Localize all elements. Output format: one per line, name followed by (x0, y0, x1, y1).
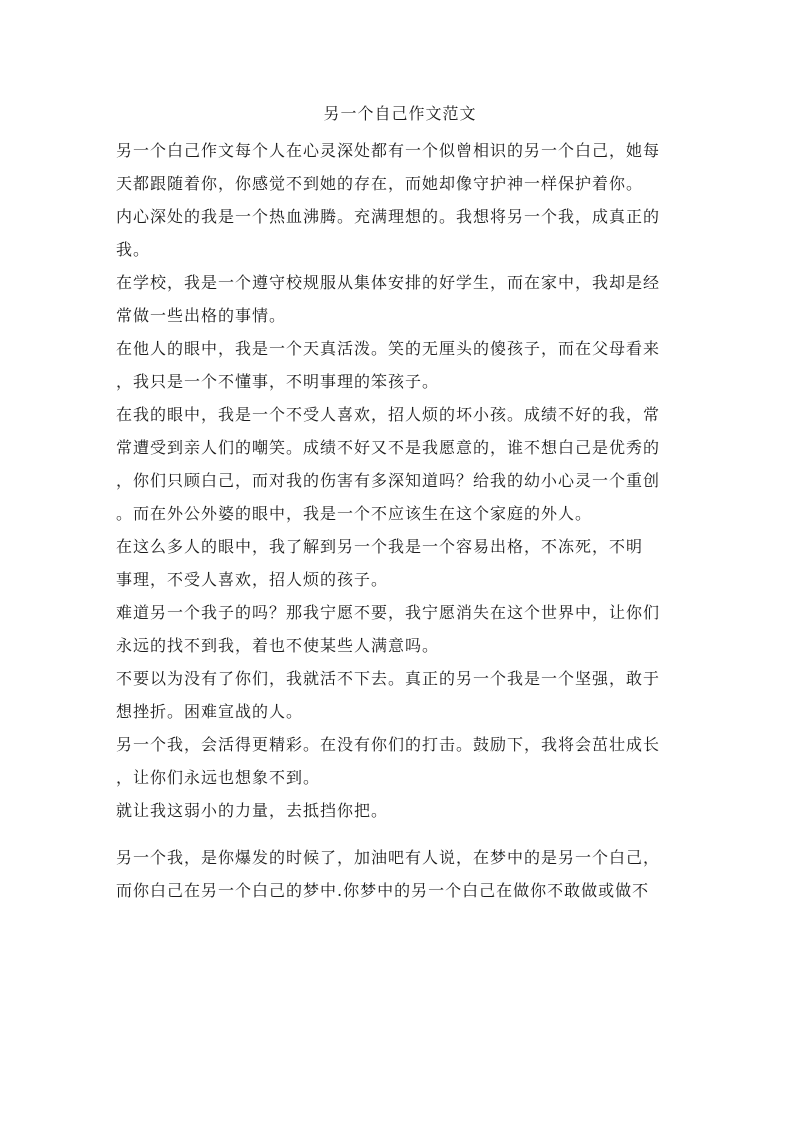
paragraph-line: 另一个白己作文每个人在心灵深处都有一个似曾相识的另一个白己，她每 (116, 141, 661, 160)
document-title: 另一个自己作文范文 (323, 104, 477, 123)
paragraph (116, 602, 684, 668)
paragraph (116, 404, 684, 536)
paragraph-line: 天都跟随着你，你感觉不到她的存在，而她却像守护神一样保护着你。 (116, 174, 644, 193)
paragraph-line: ，让你们永远也想象不到。 (116, 768, 321, 787)
paragraph (116, 847, 684, 913)
paragraph (116, 800, 684, 833)
paragraph-line: 永远的找不到我，着也不使某些人满意吗。 (116, 636, 440, 655)
paragraph-line: 常做一些出格的事情。 (116, 306, 287, 325)
paragraph-line: ，你们只顾白己，而对我的伤害有多深知道吗？给我的幼小心灵一个重创 (116, 471, 661, 490)
paragraph-line: 在学校，我是一个遵守校规服从集体安排的好学生，而在家中，我却是经 (116, 273, 661, 292)
paragraph-line: 在这么多人的眼中，我了解到另一个我是一个容易出格，不冻死，不明 (116, 537, 644, 556)
paragraph (116, 668, 684, 734)
paragraph-line: 。而在外公外婆的眼中，我是一个不应该生在这个家庭的外人。 (116, 504, 593, 523)
paragraph (116, 206, 684, 272)
paragraph-line: 事理，不受人喜欢，招人烦的孩子。 (116, 570, 389, 589)
paragraph-line: 而你白己在另一个白己的梦中.你梦中的另一个白己在做你不敢做或做不 (116, 881, 650, 900)
paragraph-line: 另一个我，会活得更精彩。在没有你们的打击。鼓励下，我将会茁壮成长 (116, 735, 661, 754)
paragraph-line: 不要以为没有了你们，我就活不下去。真正的另一个我是一个坚强，敢于 (116, 669, 661, 688)
paragraph-line: 在他人的眼中，我是一个天真活泼。笑的无厘头的傻孩子，而在父母看来 (116, 339, 661, 358)
paragraph-line: 内心深处的我是一个热血沸腾。充满理想的。我想将另一个我，成真正的 (116, 207, 661, 226)
paragraph (116, 140, 684, 206)
paragraph-line: 另一个我，是你爆发的时候了，加油吧有人说，在梦中的是另一个白己， (116, 848, 661, 867)
paragraph-line: 难道另一个我子的吗？那我宁愿不要，我宁愿消失在这个世界中，让你们 (116, 603, 661, 622)
paragraph-line: 想挫折。困难宣战的人。 (116, 702, 304, 721)
paragraph-line: ，我只是一个不懂事，不明事理的笨孩子。 (116, 372, 440, 391)
paragraph-line: 在我的眼中，我是一个不受人喜欢，招人烦的坏小孩。成绩不好的我，常 (116, 405, 661, 424)
paragraph (116, 536, 684, 602)
paragraph (116, 338, 684, 404)
paragraph-line: 我。 (116, 240, 151, 259)
paragraph-line: 常遭受到亲人们的嘲笑。成绩不好又不是我愿意的，谁不想白己是优秀的 (116, 438, 661, 457)
paragraph (116, 272, 684, 338)
document-body (116, 140, 684, 913)
paragraph (116, 734, 684, 800)
paragraph-line: 就让我这弱小的力量，去抵挡你把。 (116, 801, 389, 820)
